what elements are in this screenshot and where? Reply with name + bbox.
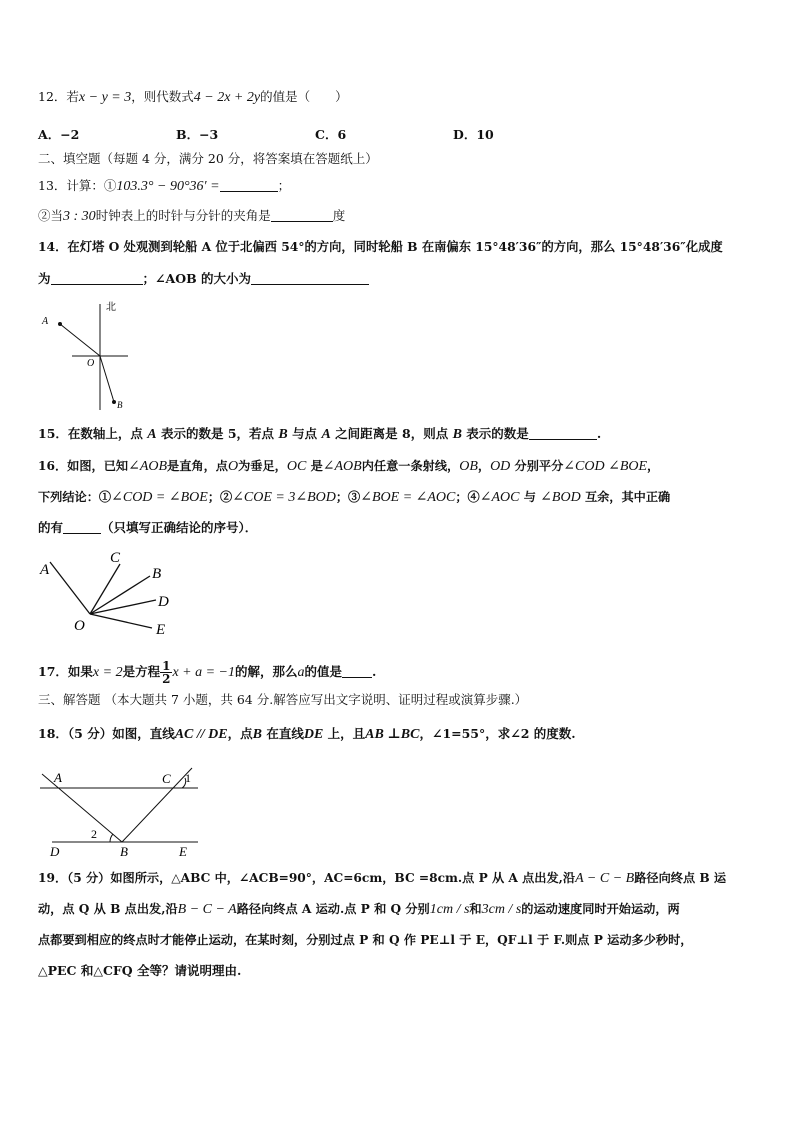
label-o: O (87, 358, 95, 369)
label-c: C (110, 550, 121, 566)
point-b (112, 400, 116, 404)
q15-blank[interactable] (529, 427, 597, 440)
q14-blank-2[interactable] (251, 272, 369, 285)
question-12: 12．若x − y = 3，则代数式4 − 2x + 2y的值是（ ） (38, 89, 348, 105)
q16-blank[interactable] (63, 521, 101, 534)
question-18: 18．（5 分）如图，直线AC // DE，点B 在直线DE 上，且AB ⊥BC，∠1=55°，求∠2 的度数. (38, 726, 576, 742)
q16-figure (36, 546, 186, 640)
q14-blank-1[interactable] (51, 272, 143, 285)
label-d: D (50, 844, 60, 859)
fraction-one-half: $\frac{1}{2}$ (162, 659, 171, 686)
question-14-line2: 为 ；∠AOB 的大小为 (38, 270, 369, 288)
q12-option-d: D．10 (453, 127, 494, 142)
label-a: A (54, 770, 62, 785)
q14-figure (36, 296, 136, 414)
label-c: C (162, 771, 171, 786)
label-b: B (120, 844, 128, 859)
label-a: A (42, 316, 49, 327)
label-e: E (156, 622, 166, 638)
question-13-part2: ②当3 : 30时钟表上的时针与分针的夹角是 度 (38, 208, 346, 224)
question-16-line2: 下列结论：①∠COD = ∠BOE；②∠COE = 3∠BOD；③∠BOE = ∠AOC；④∠AOC 与 ∠BOD 互余，其中正确 (38, 490, 671, 505)
question-19-line3: 点都要到相应的终点时才能停止运动，在某时刻，分别过点 P 和 Q 作 PE⊥l 于 E，QF⊥l 于 F.则点 P 运动多少秒时， (38, 933, 693, 947)
question-19-line1: 19．（5 分）如图所示，△ABC 中，∠ACB=90°，AC=6cm，BC =8cm.点 P 从 A 点出发,沿A − C − B路径向终点 B 运 (38, 871, 727, 886)
section-3-heading: 三、解答题 （本大题共 7 小题，共 64 分.解答应写出文字说明、证明过程或演算步骤.） (38, 692, 528, 707)
q18-figure (36, 760, 206, 860)
question-14-line1: 14．在灯塔 O 处观测到轮船 A 位于北偏西 54°的方向，同时轮船 B 在南偏东 15°48′36″的方向，那么 15°48′36″化成度 (38, 239, 723, 254)
q13-blank-1[interactable] (220, 179, 278, 192)
label-e: E (179, 844, 187, 859)
question-15: 15．在数轴上，点 A 表示的数是 5，若点 B 与点 A 之间距离是 8，则点 B 表示的数是 . (38, 426, 602, 442)
label-b: B (117, 400, 123, 410)
section-2-heading: 二、填空题（每题 4 分，满分 20 分，将答案填在答题纸上） (38, 151, 378, 166)
question-13-part1: 13．计算：①103.3° − 90°36′ = ； (38, 178, 291, 194)
q12-number: 12． (38, 89, 67, 104)
label-a: A (40, 562, 50, 578)
label-o: O (74, 618, 85, 634)
label-d: D (158, 594, 169, 610)
question-19-line2: 动，点 Q 从 B 点出发,沿B − C − A路径向终点 A 运动.点 P 和 Q 分别1cm / s和3cm / s的运动速度同时开始运动，两 (38, 902, 680, 917)
q12-option-a: A．−2 (38, 127, 80, 142)
point-a (58, 322, 62, 326)
question-19-line4: △PEC 和△CFQ 全等？请说明理由. (38, 963, 242, 978)
north-label: 北 (106, 302, 116, 313)
angle-1-label: 1 (185, 771, 191, 785)
q12-option-c: C．6 (315, 127, 347, 142)
q12-option-b: B．−3 (176, 127, 219, 142)
q13-blank-2[interactable] (271, 209, 333, 222)
question-17: 17．如果x = 2是方程 $\frac{1}{2}$ x + a = −1的解，那么a的值是 . (38, 659, 377, 686)
q17-blank[interactable] (342, 665, 372, 678)
question-16-line3: 的有 （只填写正确结论的序号）． (38, 520, 258, 535)
angle-2-label: 2 (91, 827, 97, 841)
question-16-line1: 16．如图，已知∠AOB是直角，点O为垂足，OC 是∠AOB内任意一条射线，OB，OD 分别平分∠COD ∠BOE， (38, 459, 660, 474)
label-b: B (152, 566, 162, 582)
